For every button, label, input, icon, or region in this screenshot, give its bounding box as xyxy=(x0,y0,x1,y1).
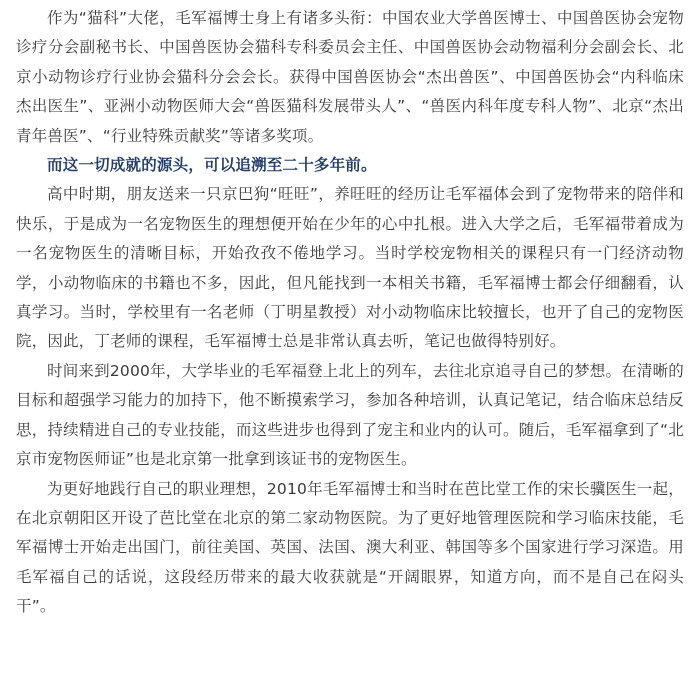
paragraph-titles-awards: 作为“猫科”大佬，毛军福博士身上有诸多头衔：中国农业大学兽医博士、中国兽医协会宠物诊疗分会副秘书长、中国兽医协会猫科专科委员会主任、中国兽医协会动物福利分会副会长、北京小动物诊疗行业协会猫科分会会长。获得中国兽医协会“杰出兽医”、中国兽医协会“内科临床杰出医生”、亚洲小动物医师大会“兽医猫科发展带头人”、“兽医内科年度专科人物”、北京“杰出青年兽医”、“行业特殊贡献奖”等诸多奖项。 xyxy=(16,9,684,145)
paragraph-beijing-2000: 时间来到2000年，大学毕业的毛军福登上北上的列车，去往北京追寻自己的梦想。在清晰的目标和超强学习能力的加持下，他不断摸索学习，参加各种培训，认真记笔记，结合临床总结反思，持续精进自己的专业技能，而这些进步也得到了宠主和业内的认可。随后，毛军福拿到了“北京市宠物医师证”也是北京第一批拿到该证书的宠物医生。 xyxy=(16,361,684,469)
paragraph-high-school: 高中时期，朋友送来一只京巴狗“旺旺”，养旺旺的经历让毛军福体会到了宠物带来的陪伴和快乐，于是成为一名宠物医生的理想便开始在少年的心中扎根。进入大学之后，毛军福带着成为一名宠物医生的清晰目标，开始孜孜不倦地学习。当时学校宠物相关的课程只有一门经济动物学，小动物临床的书籍也不多，因此，但凡能找到一本相关书籍，毛军福博士都会仔细翻看，认真学习。当时，学校里有一名老师（丁明星教授）对小动物临床比较擅长，也开了自己的宠物医院，因此，丁老师的课程，毛军福博士总是非常认真去听，笔记也做得特别好。 xyxy=(16,185,684,351)
section-heading: 而这一切成就的源头，可以追溯至二十多年前。 xyxy=(47,156,377,175)
article-body xyxy=(16,4,684,622)
paragraph-hospital-2010: 为更好地践行自己的职业理想，2010年毛军福博士和当时在芭比堂工作的宋长骥医生一起，在北京朝阳区开设了芭比堂在北京的第二家动物医院。为了更好地管理医院和学习临床技能，毛军福博士开始走出国门，前往美国、英国、法国、澳大利亚、韩国等多个国家进行学习深造。用毛军福自己的话说，这段经历带来的最大收获就是“开阔眼界，知道方向，而不是自己在闷头干”。 xyxy=(16,479,684,616)
